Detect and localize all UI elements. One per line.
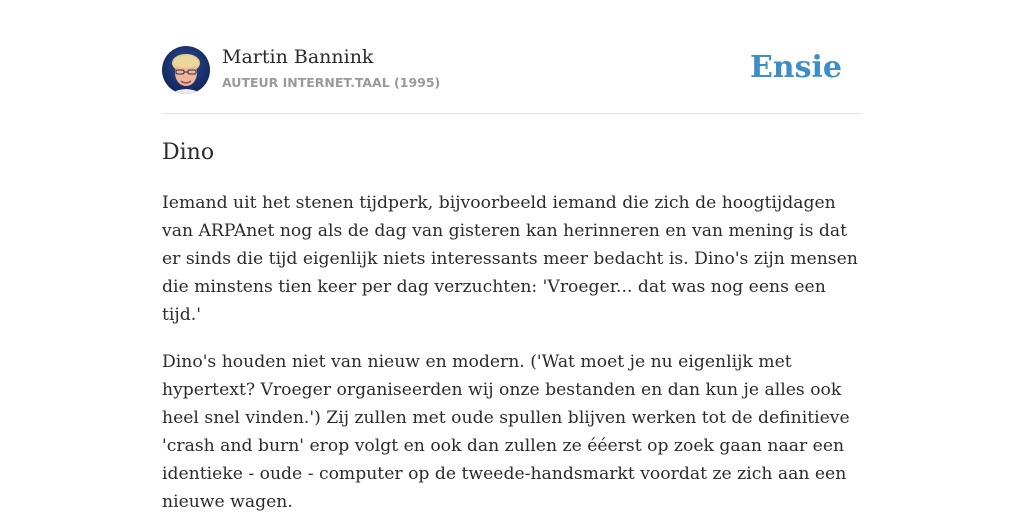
author-name[interactable]: Martin Bannink xyxy=(222,46,374,68)
entry-paragraph: Iemand uit het stenen tijdperk, bijvoorbeeld iemand die zich de hoogtijdagen van ARPAnet nog als de dag van gisteren kan herinneren en van mening is dat er sinds die tijd eigenlijk niets interessants meer bedacht is. Dino's zijn mensen die minstens tien keer per dag verzuchten: 'Vroeger... dat was nog eens een tijd.' xyxy=(162,193,858,325)
entry-title: Dino xyxy=(162,140,215,165)
avatar[interactable] xyxy=(162,46,210,94)
brand-logo[interactable]: Ensie xyxy=(749,50,842,85)
entry-paragraph: Dino's houden niet van nieuw en modern. ('Wat moet je nu eigenlijk met hypertext? Vroeger organiseerden wij onze bestanden en dan kun je alles ook heel snel vinden.') Zij zullen met oude spullen blijven werken tot de definitieve 'crash and burn' erop volgt en ook dan zullen ze ééerst op zoek gaan naar een identieke - oude - computer op de tweede-handsmarkt voordat ze zich aan een nieuwe wagen. xyxy=(162,352,850,512)
entry-page xyxy=(162,0,862,516)
author-meta: AUTEUR INTERNET.TAAL (1995) xyxy=(222,75,441,90)
header xyxy=(162,0,862,114)
author-portrait-icon xyxy=(162,46,210,94)
